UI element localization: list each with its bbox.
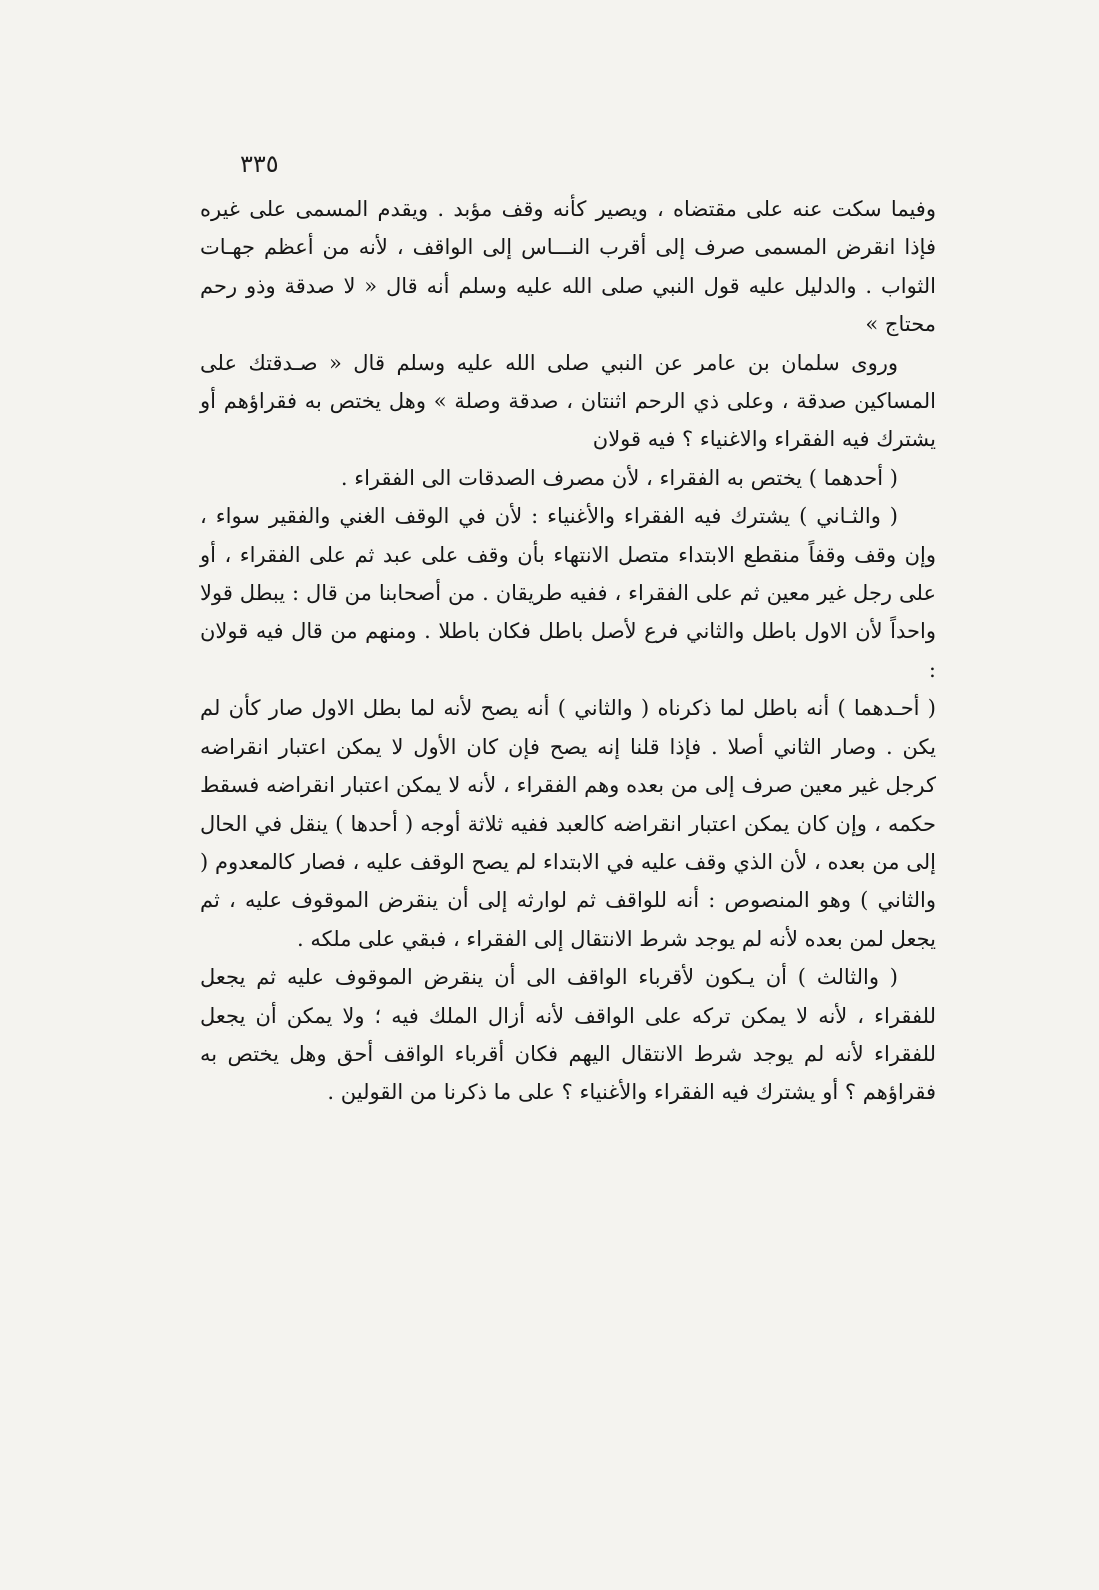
paragraph: ( والثـاني ) يشترك فيه الفقراء والأغنياء : لأن في الوقف الغني والفقير سواء ، وإن وقف وقفاً منقطع الابتداء متصل الانتهاء بأن وقف على عبد ثم على الفقراء ، أو على رجل غير معين ثم على الفقراء ، ففيه طريقان . من أصحابنا من قال : يبطل قولا واحداً لأن الاول باطل والثاني فرع لأصل باطل فكان باطلا . ومنهم من قال فيه قولان : [200, 504, 936, 682]
paragraph: وروى سلمان بن عامر عن النبي صلى الله عليه وسلم قال « صـدقتك على المساكين صدقة ، وعلى ذي الرحم اثنتان ، صدقة وصلة » وهل يختص به فقراؤهم أو يشترك فيه الفقراء والاغنياء ؟ فيه قولان [200, 350, 936, 452]
paragraph: ( أحدهما ) يختص به الفقراء ، لأن مصرف الصدقات الى الفقراء . [340, 465, 898, 490]
page-number: ٣٣٥ [240, 150, 279, 178]
paragraph: ( أحـدهما ) أنه باطل لما ذكرناه ( والثاني ) أنه يصح لأنه لما بطل الاول صار كأن لم يكن . وصار الثاني أصلا . فإذا قلنا إنه يصح فإن كان الأول لا يمكن اعتبار انقراضه كرجل غير معين صرف إلى من بعده وهم الفقراء ، لأنه لا يمكن اعتبار انقراضه فسقط حكمه ، وإن كان يمكن اعتبار انقراضه كالعبد ففيه ثلاثة أوجه ( أحدها ) ينقل في الحال إلى من بعده ، لأن الذي وقف عليه في الابتداء لم يصح الوقف عليه ، فصار كالمعدوم ( والثاني ) وهو المنصوص : أنه للواقف ثم لوارثه إلى أن ينقرض الموقوف عليه ، ثم يجعل لمن بعده لأنه لم يوجد شرط الانتقال إلى الفقراء ، فبقي على ملكه . [200, 696, 936, 951]
paragraph: ( والثالث ) أن يـكون لأقرباء الواقف الى أن ينقرض الموقوف عليه ثم يجعل للفقراء ، لأنه لا يمكن تركه على الواقف لأنه أزال الملك فيه ؛ ولا يمكن أن يجعل للفقراء لأنه لم يوجد شرط الانتقال اليهم فكان أقرباء الواقف أحق وهل يختص به فقراؤهم ؟ أو يشترك فيه الفقراء والأغنياء ؟ على ما ذكرنا من القولين . [200, 965, 936, 1105]
body-text [200, 190, 936, 1112]
paragraph: وفيما سكت عنه على مقتضاه ، ويصير كأنه وقف مؤبد . ويقدم المسمى على غيره فإذا انقرض المسمى صرف إلى أقرب النـــاس إلى الواقف ، لأنه من أعظم جهـات الثواب . والدليل عليه قول النبي صلى الله عليه وسلم أنه قال « لا صدقة وذو رحم محتاج » [200, 197, 936, 337]
